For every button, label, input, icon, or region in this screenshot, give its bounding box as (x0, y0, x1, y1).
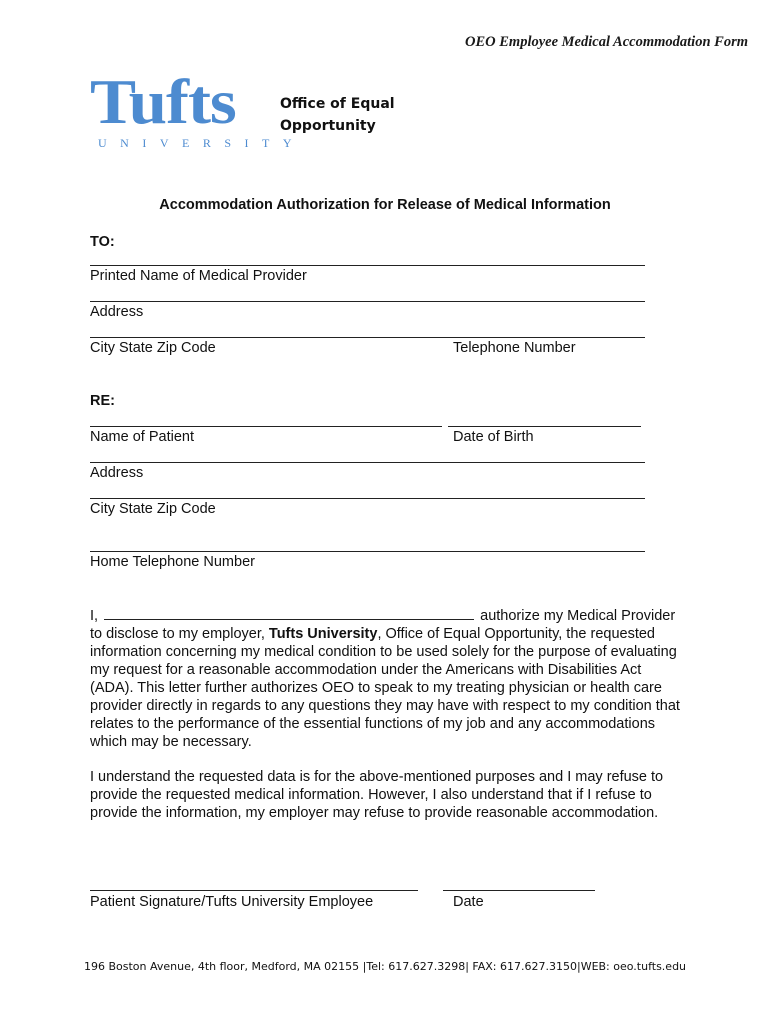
provider-address-label: Address (90, 304, 144, 320)
signature-label: Patient Signature/Tufts University Employee (90, 894, 374, 910)
home-phone-line[interactable] (90, 551, 645, 552)
provider-address-line[interactable] (90, 301, 645, 302)
provider-city-line[interactable] (90, 337, 645, 338)
authorization-after-blank: authorize my Medical (480, 608, 618, 624)
logo-wordmark: Tufts (90, 66, 236, 137)
office-name-line1: Office of Equal (280, 96, 395, 112)
patient-city-label: City State Zip Code (90, 501, 216, 517)
tufts-logo (90, 66, 305, 152)
understanding-paragraph: I understand the requested data is for the above-mentioned purposes and I may refuse to provide the requested medical information. However, I also understand that if I refuse to provide the information, my employer may refuse to provide reasonable accommodation. (90, 769, 664, 821)
office-name-line2: Opportunity (280, 118, 376, 134)
signature-date-label: Date (453, 894, 484, 910)
dob-line[interactable] (448, 426, 641, 427)
signature-line[interactable] (90, 890, 418, 891)
provider-telephone-label: Telephone Number (453, 340, 576, 356)
home-phone-label: Home Telephone Number (90, 554, 255, 570)
tufts-university-bold: Tufts University (268, 626, 378, 642)
patient-address-line[interactable] (90, 462, 645, 463)
provider-name-line[interactable] (90, 265, 645, 266)
signature-date-line[interactable] (443, 890, 595, 891)
authorization-prefix: I, (90, 608, 99, 624)
authorization-text-rest: , Office of Equal Opportunity, the requested information concerning my medical condition to be used solely for the purpose of evaluating my request for a reasonable accommodation under the Americans with Disabilities Act (ADA). This letter further authorizes OEO to speak to my treating physician or health care provider directly in regards to any questions they may have with respect to my condition that relates to the performance of the essential functions of my job and any accommodations which may be necessary. (90, 626, 680, 750)
form-title: Accommodation Authorization for Release of Medical Information (159, 197, 611, 213)
dob-label: Date of Birth (453, 429, 534, 445)
authorization-text-start: Provider to disclose to my employer, (90, 608, 676, 642)
provider-city-label: City State Zip Code (90, 340, 216, 356)
authorizer-name-line[interactable] (104, 607, 474, 620)
footer-contact: 196 Boston Avenue, 4th floor, Medford, MA 02155 |Tel: 617.627.3298| FAX: 617.627.3150|WEB: oeo.tufts.edu (83, 960, 687, 973)
to-heading: TO: (90, 234, 115, 250)
re-heading: RE: (90, 393, 115, 409)
patient-name-label: Name of Patient (90, 429, 194, 445)
office-name (280, 93, 460, 137)
form-header-title: OEO Employee Medical Accommodation Form (465, 34, 748, 50)
authorization-paragraph (90, 607, 680, 751)
patient-city-line[interactable] (90, 498, 645, 499)
patient-address-label: Address (90, 465, 144, 481)
patient-name-line[interactable] (90, 426, 442, 427)
logo-subword: UNIVERSITY (98, 136, 305, 150)
provider-name-label: Printed Name of Medical Provider (90, 268, 307, 284)
